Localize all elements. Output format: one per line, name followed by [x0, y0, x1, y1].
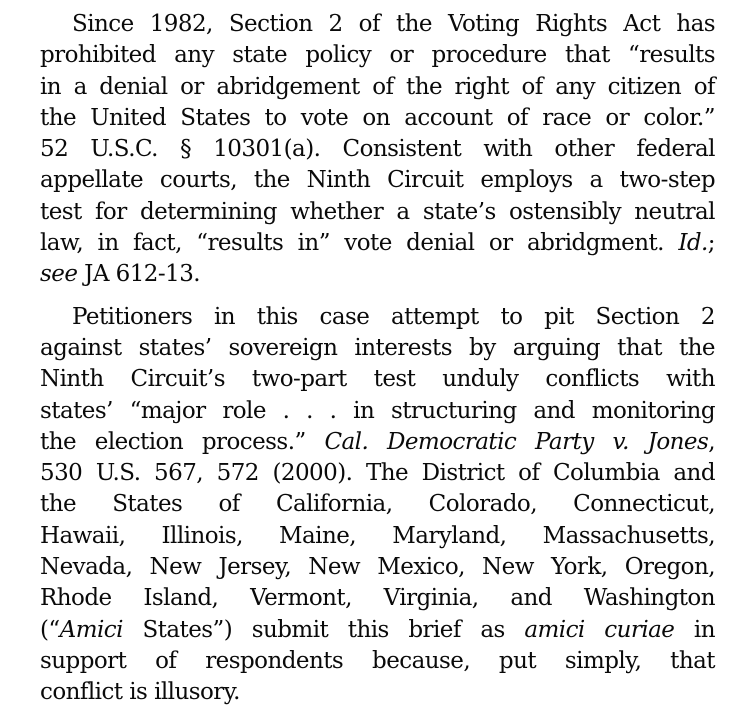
text-run: Rhode Island, Vermont, Virginia, and Washington — [40, 585, 715, 612]
text-line — [40, 40, 715, 71]
text-run: Nevada, New Jersey, New Mexico, New York, Oregon, — [40, 554, 715, 581]
text-run: 52 U.S.C. § 10301(a). Consistent with other federal — [40, 136, 715, 163]
italic-text: Amici — [59, 616, 123, 643]
text-run: JA 612-13. — [77, 261, 201, 288]
text-run: appellate courts, the Ninth Circuit employs a two-step — [40, 167, 715, 194]
text-line — [40, 583, 715, 614]
text-run: States”) submit this brief as — [122, 616, 525, 643]
paragraph-1 — [40, 9, 715, 291]
text-run: the election process.” — [40, 428, 325, 455]
text-line — [40, 228, 715, 259]
text-run: the United States to vote on account of race or color.” — [40, 104, 715, 131]
text-run: against states’ sovereign interests by arguing that the — [40, 334, 715, 361]
text-run: Hawaii, Illinois, Maine, Maryland, Massachusetts, — [40, 522, 715, 549]
text-run: the States of California, Colorado, Connecticut, — [40, 491, 715, 518]
text-line — [40, 165, 715, 196]
text-line — [40, 103, 715, 134]
text-line — [40, 9, 715, 40]
text-line — [40, 72, 715, 103]
text-run: in a denial or abridgement of the right of any citizen of — [40, 73, 715, 100]
text-run: law, in fact, “results in” vote denial or abridgment. — [40, 230, 679, 257]
document-page — [40, 9, 715, 709]
text-run: Ninth Circuit’s two-part test unduly conflicts with — [40, 366, 715, 393]
text-run: ; — [707, 230, 715, 257]
text-line — [40, 489, 715, 520]
text-line — [40, 646, 715, 677]
text-line — [40, 677, 715, 708]
text-line — [40, 302, 715, 333]
text-line — [40, 259, 715, 290]
text-line — [40, 615, 715, 646]
text-run: Petitioners in this case attempt to pit Section 2 — [72, 303, 715, 330]
text-line — [40, 521, 715, 552]
text-run: in — [674, 616, 715, 643]
text-line — [40, 134, 715, 165]
text-run: , — [708, 428, 715, 455]
text-run: states’ “major role . . . in structuring and monitoring — [40, 397, 715, 424]
paragraph-2 — [40, 302, 715, 709]
text-run: Since 1982, Section 2 of the Voting Rights Act has — [72, 11, 715, 37]
italic-text: see — [40, 261, 78, 288]
italic-text: Cal. Democratic Party v. Jones — [324, 428, 709, 455]
italic-text: Id. — [678, 230, 708, 257]
text-run: test for determining whether a state’s ostensibly neutral — [40, 198, 715, 225]
text-line — [40, 364, 715, 395]
text-line — [40, 396, 715, 427]
text-run: 530 U.S. 567, 572 (2000). The District of Columbia and — [40, 460, 715, 487]
document-body — [40, 9, 715, 709]
text-run: prohibited any state policy or procedure that “results — [40, 42, 715, 69]
italic-text: amici curiae — [524, 616, 675, 643]
text-line — [40, 197, 715, 228]
text-line — [40, 333, 715, 364]
text-line — [40, 427, 715, 458]
text-run: support of respondents because, put simply, that — [40, 647, 715, 674]
text-run: conflict is illusory. — [40, 679, 240, 706]
text-run: (“ — [40, 616, 60, 643]
text-line — [40, 552, 715, 583]
text-line — [40, 458, 715, 489]
